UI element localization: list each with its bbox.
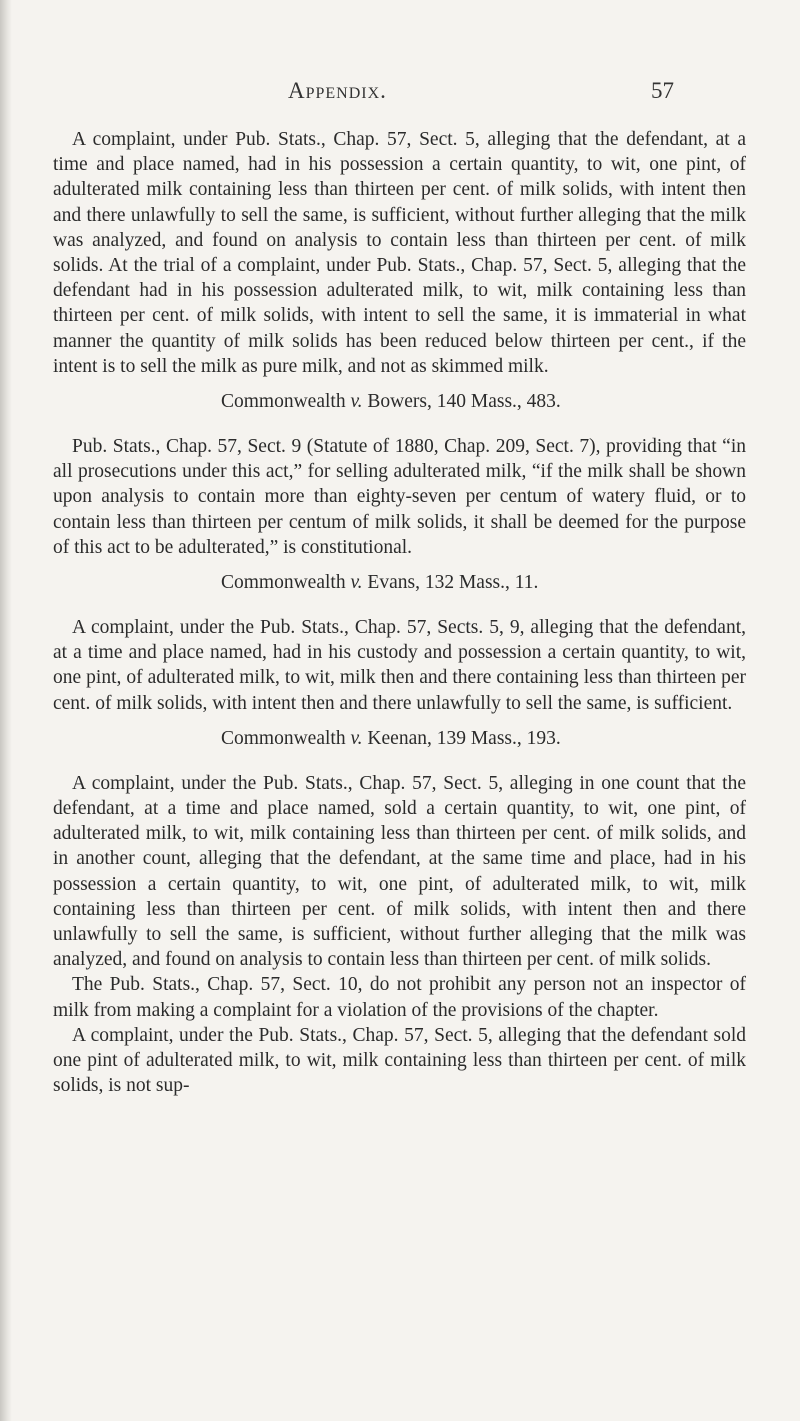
case-citation xyxy=(53,726,746,751)
citation-case: Evans, 132 Mass., 11. xyxy=(362,572,539,594)
page-header xyxy=(0,78,800,108)
citation-versus: v. xyxy=(350,572,363,594)
citation-case: Keenan, 139 Mass., 193. xyxy=(362,727,561,749)
paragraph: A complaint, under the Pub. Stats., Chap. 57, Sects. 5, 9, alleging that the defendant, at a time and place named, had in his custody and possession a certain quantity, to wit, one pint, of adulterated milk, to wit, milk then and there containing less than thirteen per cent. of milk solids, with intent then and there unlawfully to sell the same, is sufficient. xyxy=(53,617,746,714)
paragraph: Pub. Stats., Chap. 57, Sect. 9 (Statute of 1880, Chap. 209, Sect. 7), providing that “in all prosecutions under this act,” for selling adulterated milk, “if the milk shall be shown upon analysis to contain more than eighty-seven per centum of watery fluid, or to contain less than thirteen per centum of milk solids, it shall be deemed for the purpose of this act to be adulterated,” is constitutional. xyxy=(53,436,746,558)
case-citation xyxy=(53,389,746,414)
section-bowers xyxy=(53,127,746,414)
citation-versus: v. xyxy=(350,391,363,413)
page-edge-shadow xyxy=(0,0,12,1421)
citation-prefix: Commonwealth xyxy=(221,391,351,413)
section-final xyxy=(53,771,746,1099)
citation-versus: v. xyxy=(350,727,363,749)
page-number: 57 xyxy=(651,78,674,103)
paragraph: A complaint, under the Pub. Stats., Chap. 57, Sect. 5, alleging that the defendant sold one pint of adulterated milk, to wit, milk containing less than thirteen per cent. of milk solids, is not sup- xyxy=(53,1024,746,1097)
citation-case: Bowers, 140 Mass., 483. xyxy=(362,391,561,413)
body-text xyxy=(53,127,746,1099)
paragraph: A complaint, under Pub. Stats., Chap. 57, Sect. 5, alleging that the defendant, at a time and place named, had in his possession a certain quantity, to wit, one pint, of adulterated milk containing less than thirteen per cent. of milk solids, with intent then and there unlawfully to sell the same, is sufficient, without further alleging that the milk was analyzed, and found on analysis to contain less than thirteen per cent. of milk solids. At the trial of a complaint, under Pub. Stats., Chap. 57, Sect. 5, alleging that the defendant had in his possession adulterated milk, to wit, milk containing less than thirteen per cent. of milk solids, with intent to sell the same, it is immaterial in what manner the quantity of milk solids has been reduced below thirteen per cent., if the intent is to sell the milk as pure milk, and not as skimmed milk. xyxy=(53,129,746,377)
paragraph: The Pub. Stats., Chap. 57, Sect. 10, do not prohibit any person not an inspector of milk from making a complaint for a violation of the provisions of the chapter. xyxy=(53,974,746,1021)
case-citation xyxy=(53,570,746,595)
paragraph: A complaint, under the Pub. Stats., Chap. 57, Sect. 5, alleging in one count that the defendant, at a time and place named, sold a certain quantity, to wit, one pint, of adulterated milk, to wit, milk containing less than thirteen per cent. of milk solids, and in another count, alleging that the defendant, at the same time and place, had in his possession a certain quantity, to wit, one pint, of adulterated milk, to wit, milk containing less than thirteen per cent. of milk solids, with intent then and there unlawfully to sell the same, is sufficient, without further alleging that the milk was analyzed, and found on analysis to contain less than thirteen per cent. of milk solids. xyxy=(53,772,746,971)
section-keenan xyxy=(53,615,746,751)
running-head: Appendix. xyxy=(288,78,387,103)
section-evans xyxy=(53,434,746,595)
citation-prefix: Commonwealth xyxy=(221,727,351,749)
citation-prefix: Commonwealth xyxy=(221,572,351,594)
